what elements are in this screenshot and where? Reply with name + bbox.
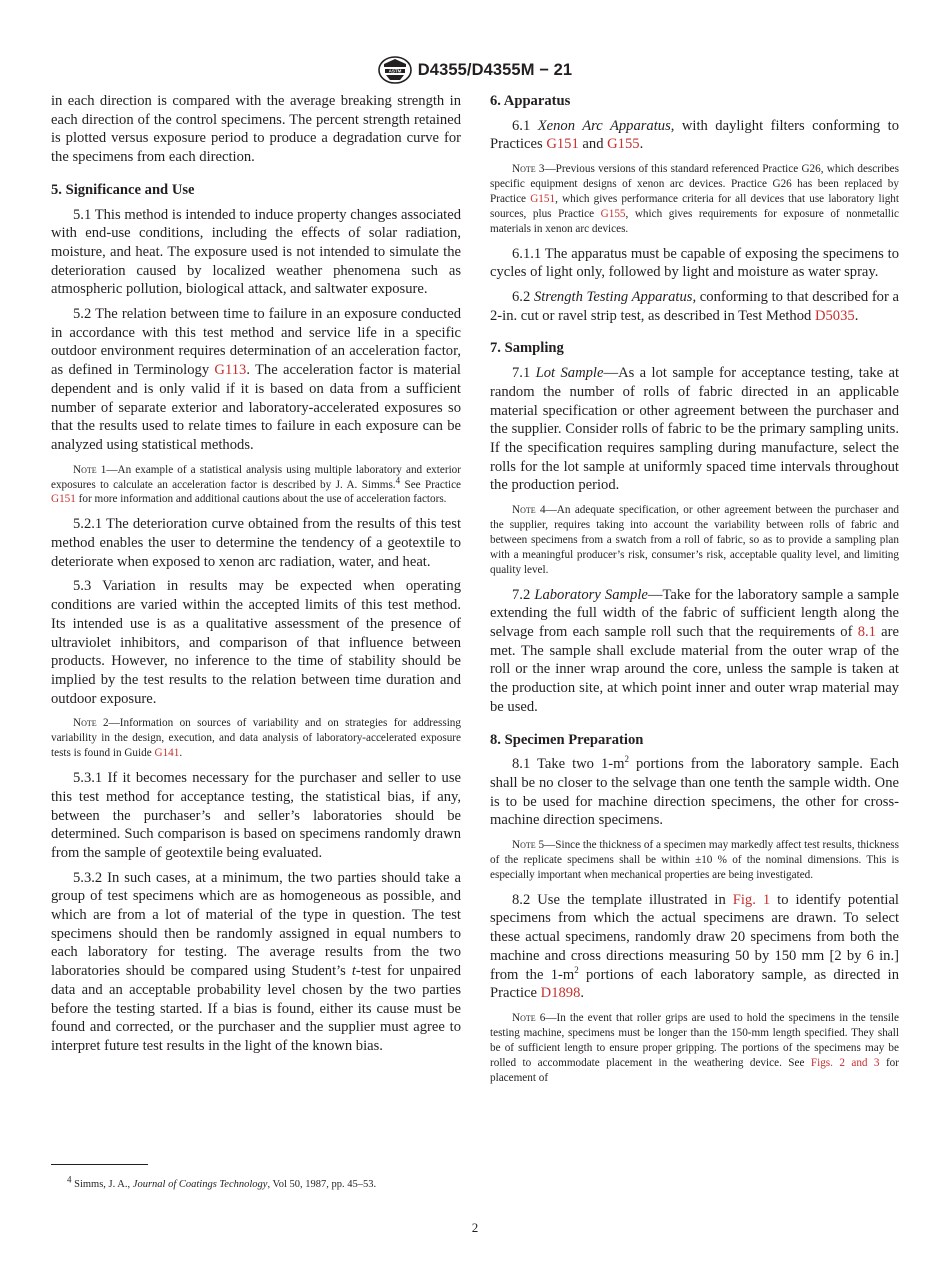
section-6-heading: 6. Apparatus [490, 93, 571, 109]
paragraph-5-3: 5.3 Variation in results may be expected when operating conditions are varied within the accepted limits of this test method. Its intended use is as a qualitative assessment of the presence of ultraviolet inhibitors, and comparison of that influence between products. However, no inference to the time of stability should be implied by the test results to the relation between time duration and outdoor exposure. [51, 578, 461, 707]
page-header [0, 56, 950, 84]
link-d5035[interactable]: D5035 [814, 307, 855, 324]
paragraph-5-2-1: 5.2.1 The deterioration curve obtained from the results of this test method enables the user to determine the tendency of a geotextile to deteriorate when exposed to xenon arc radiation, water, and heat. [51, 516, 461, 570]
footnote-4: $^4$ Simms, J. A., Journal of Coatings Technology, Vol 50, 1987, pp. 45–53. [67, 1174, 377, 1190]
footnote-ref-4: 4 [395, 474, 401, 485]
note-1: Note 1—An example of a statistical analysis using multiple laboratory and exterior exposures to calculate an acceleration factor is described by J. A. Simms.$^4$ See Practice G151 for more information and additional cautions about the use of acceleration factors. [51, 463, 462, 506]
link-8-1[interactable]: 8.1 [857, 624, 876, 641]
note-3: Note 3—Previous versions of this standard referenced Practice G26, which describes specific equipment designs of xenon arc devices. Practice G26 has been replaced by Practice G151, which gives performance criteria for all devices that use laboratory light sources, plus Practice G155, which gives requirements for exposure of nonmetallic materials in xenon arc devices. [490, 163, 899, 235]
page-number: 2 [471, 1220, 479, 1235]
paragraph-6-2: 6.2 Strength Testing Apparatus, conforming to that described for a 2-in. cut or ravel strip test, as described in Test Method D5035. [490, 289, 900, 324]
paragraph-7-1: 7.1 Lot Sample—As a lot sample for acceptance testing, take at random the number of rolls of fabric directed in an applicable material specification or other agreement between the purchaser and the supplier. Consider rolls of fabric to be the primary sampling units. If the specification requires sampling during manufacture, select the rolls for the lot sample at uniformly spaced time intervals throughout the production period. [490, 365, 900, 494]
paragraph-6-1: 6.1 Xenon Arc Apparatus, with daylight filters conforming to Practices G151 and G155. [490, 117, 900, 153]
svg-text:ASTM: ASTM [388, 68, 402, 74]
paragraph-6-1-1: 6.1.1 The apparatus must be capable of exposing the specimens to cycles of light only, followed by light and moisture as water spray. [490, 245, 899, 281]
document-designation: D4355/D4355M − 21 [417, 60, 573, 79]
paragraph-7-2: 7.2 Laboratory Sample—Take for the laboratory sample a sample extending the full width of the fabric of sufficient length along the selvage from each sample roll such that the requirements of 8.1 are met. The sample shall exclude material from the outer wrap of the roll or the inner wrap around the core, unless the sample is taken at the production site, at which point inner and outer wrap material may be used. [490, 586, 900, 715]
note-4: Note 4—An adequate specification, or other agreement between the purchaser and the supplier, requires taking into account the variability between rolls of fabric and between specimens from a swatch from a roll of fabric, so as to provide a sampling plan with a meaningful producer’s risk, consumer’s risk, acceptable quality level, and limiting quality level. [490, 504, 900, 576]
footnote-divider [51, 1164, 148, 1165]
section-7-heading: 7. Sampling [490, 340, 564, 357]
link-fig-1[interactable]: Fig. 1 [732, 891, 771, 908]
paragraph-5-2: 5.2 The relation between time to failure in an exposure conducted in accordance with this test method and service life in a specific outdoor environment requires determination of an acceleration factor, as defined in Terminology G113. The acceleration factor is material dependent and is only valid if it is based on data from a sufficient number of separate exterior and laboratory-accelerated exposures so that the results used to relate times to failure in each exposure can be analyzed using statistical methods. [51, 306, 461, 453]
paragraph-5-1: 5.1 This method is intended to induce property changes associated with end-use conditions, including the effects of solar radiation, moisture, and heat. The exposure used is not intended to simulate the deterioration caused by localized weather phenomena such as atmospheric pollution, biological attack, and saltwater exposure. [51, 206, 461, 298]
link-g151[interactable]: G151 [51, 493, 76, 506]
intro-paragraph: in each direction is compared with the average breaking strength in each direction of the control specimens. The percent strength retained is plotted versus exposure period to produce a degradation curve for the specimens from each direction. [51, 93, 461, 166]
paragraph-5-3-2: 5.3.2 In such cases, at a minimum, the two parties should take a group of test specimens which are as homogeneous as possible, and which are from a lot of material of the type in question. The test specimens should then be randomly assigned in equal numbers to each laboratory for testing. The average results from the two laboratories should be compared using Student’s t-test for unpaired data and an acceptable probability level chosen by the two parties before the testing started. If a bias is found, either its cause must be found and corrected, or the purchaser and the supplier must agree to interpret future test results in the light of the known bias. [51, 869, 461, 1054]
paragraph-8-2: 8.2 Use the template illustrated in Fig. 1 to identify potential specimens from which the actual specimens are drawn. To select these actual specimens, randomly draw 20 specimens from both the machine and cross directions measuring 50 by 150 mm [2 by 6 in.] from the $1-m^2$ portions of each laboratory sample, as directed in Practice D1898. [490, 891, 899, 1002]
link-figs-2-and-3[interactable]: Figs. 2 and 3 [810, 1056, 880, 1069]
left-column [51, 92, 461, 1056]
section-5-heading: 5. Significance and Use [51, 181, 195, 198]
link-d1898[interactable]: D1898 [540, 985, 581, 1002]
link-g151[interactable]: G151 [530, 192, 556, 205]
link-g155[interactable]: G155 [600, 207, 626, 220]
link-g155[interactable]: G155 [607, 136, 640, 153]
link-g141[interactable]: G141 [154, 747, 180, 760]
section-8-heading: 8. Specimen Preparation [490, 731, 644, 748]
paragraph-5-3-1: 5.3.1 If it becomes necessary for the purchaser and seller to use this test method for acceptance testing, the statistical bias, if any, between the purchaser’s and seller’s laboratories should be determined. Such comparison is based on specimens randomly drawn from the sample of geotextile being evaluated. [51, 770, 461, 861]
link-g151[interactable]: G151 [546, 136, 579, 153]
astm-logo-icon [378, 56, 412, 84]
paragraph-8-1: 8.1 Take two $1-m^2$ portions from the laboratory sample. Each shall be no closer to the selvage than one tenth the sample width. One is to be used for machine direction specimens, the other for cross-machine direction specimens. [490, 754, 899, 829]
note-5: Note 5—Since the thickness of a specimen may markedly affect test results, thickness of the replicate specimens shall be within ±10 % of the nominal dimensions. This is especially important when mechanical properties are being investigated. [490, 839, 899, 881]
note-6: Note 6—In the event that roller grips are used to hold the specimens in the tensile testing machine, specimens must be longer than the 150-mm length specified. They shall be of sufficient length to ensure proper gripping. The portions of the specimens may be rolled to accommodate placement in the weathering device. See Figs. 2 and 3 for placement of [490, 1011, 899, 1084]
link-g113[interactable]: G113 [214, 362, 247, 379]
right-column [490, 92, 899, 1094]
note-2: Note 2—Information on sources of variability and on strategies for addressing variability in the design, execution, and data analysis of laboratory-accelerated exposure tests is found in Guide G141. [51, 717, 461, 760]
